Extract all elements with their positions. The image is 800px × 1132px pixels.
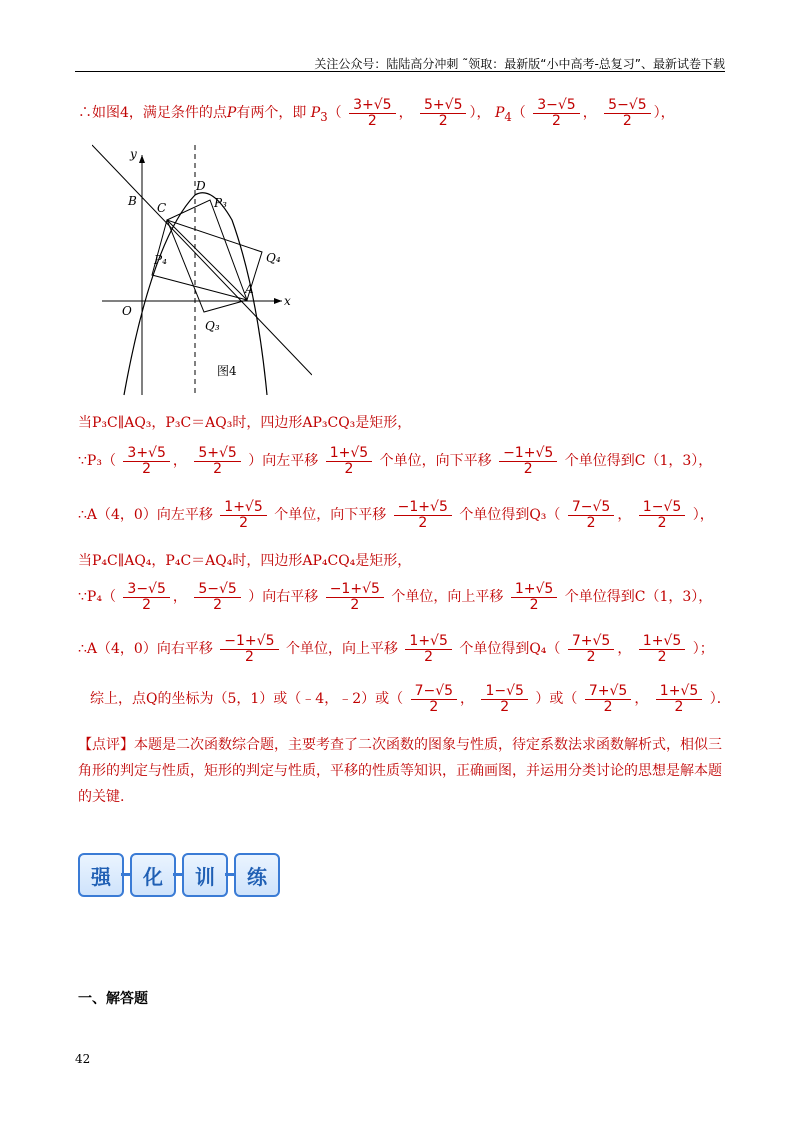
label-Q4: Q₄ — [266, 251, 281, 265]
training-badges — [78, 853, 286, 897]
badge-2: 化 — [130, 853, 176, 897]
page-number: 42 — [75, 1052, 91, 1066]
line-6: ∵P₄（ $\frac{3-√5}{2}$ ， $\frac{5-√5}{2}$ ）向右平移 $\frac{-1+√5}{2}$ 个单位，向上平移 $\frac{1+√5}{2}$ 个单位得到C（1，3）， — [78, 581, 713, 613]
line-1: ∴如图4，满足条件的点P有两个，即 $P_3$（ $\frac{3+√5}{2}$ ， $\frac{5+√5}{2}$ ）， $P_4$（ $\frac{3-√5}{2}$ ， $\frac{5-√5}{2}$ ）， — [78, 97, 675, 129]
label-P4: P₄ — [154, 253, 167, 267]
badge-4: 练 — [234, 853, 280, 897]
y-axis-arrow — [139, 155, 145, 163]
comment-text: 本题是二次函数综合题，主要考查了二次函数的图象与性质，待定系数法求函数解析式，相似三角形的判定与性质，矩形的判定与性质，平移的性质等知识，正确画图，并运用分类讨论的思想是解本题的关键. — [78, 737, 722, 805]
line-8: 综上，点Q的坐标为（5，1）或（﹣4，﹣2）或（ $\frac{7-√5}{2}$ ， $\frac{1-√5}{2}$ ）或（ $\frac{7+√5}{2}$ ， $\frac{1+√5}{2}$ ）． — [90, 683, 731, 715]
x-axis-arrow — [274, 298, 282, 304]
line-5: 当P₄C∥AQ₄，P₄C＝AQ₄时，四边形AP₄CQ₄是矩形， — [78, 553, 412, 569]
line-3: ∵P₃（ $\frac{3+√5}{2}$ ， $\frac{5+√5}{2}$ ）向左平移 $\frac{1+√5}{2}$ 个单位，向下平移 $\frac{-1+√5}{2}$ 个单位得到C（1，3）， — [78, 445, 713, 477]
label-B: B — [128, 194, 137, 208]
fraction: $\frac{3-√5}{2}$ — [533, 98, 579, 128]
label-A: A — [245, 282, 254, 296]
line-4: ∴A（4，0）向左平移 $\frac{1+√5}{2}$ 个单位，向下平移 $\frac{-1+√5}{2}$ 个单位得到Q₃（ $\frac{7-√5}{2}$ ， $\frac{1-√5}{2}$ ）， — [78, 499, 714, 531]
page-header: 关注公众号：陆陆高分冲刺 ˜领取：最新版“小中高考-总复习”、最新试卷下载 — [314, 57, 725, 71]
parabola-figure — [92, 140, 312, 398]
comment-tag: 【点评】 — [78, 737, 134, 753]
label-y: y — [130, 147, 137, 161]
line-2: 当P₃C∥AQ₃，P₃C＝AQ₃时，四边形AP₃CQ₃是矩形， — [78, 415, 412, 431]
badge-3: 训 — [182, 853, 228, 897]
fraction: $\frac{5+√5}{2}$ — [420, 98, 466, 128]
label-P3: P₃ — [214, 196, 227, 210]
comment-block — [78, 732, 726, 810]
label-O: O — [122, 304, 132, 318]
line-CA — [167, 220, 247, 300]
figure-caption: 图4 — [217, 364, 237, 378]
label-Q3: Q₃ — [205, 319, 220, 333]
header-divider — [75, 71, 725, 72]
fraction: $\frac{3+√5}{2}$ — [349, 98, 395, 128]
label-D: D — [196, 179, 206, 193]
badge-1: 强 — [78, 853, 124, 897]
line-7: ∴A（4，0）向右平移 $\frac{-1+√5}{2}$ 个单位，向上平移 $\frac{1+√5}{2}$ 个单位得到Q₄（ $\frac{7+√5}{2}$ ， $\frac{1+√5}{2}$ ）； — [78, 633, 714, 665]
label-x: x — [284, 294, 291, 308]
section-title: 一、解答题 — [78, 991, 148, 1007]
label-C: C — [157, 201, 167, 215]
fraction: $\frac{5-√5}{2}$ — [604, 98, 650, 128]
